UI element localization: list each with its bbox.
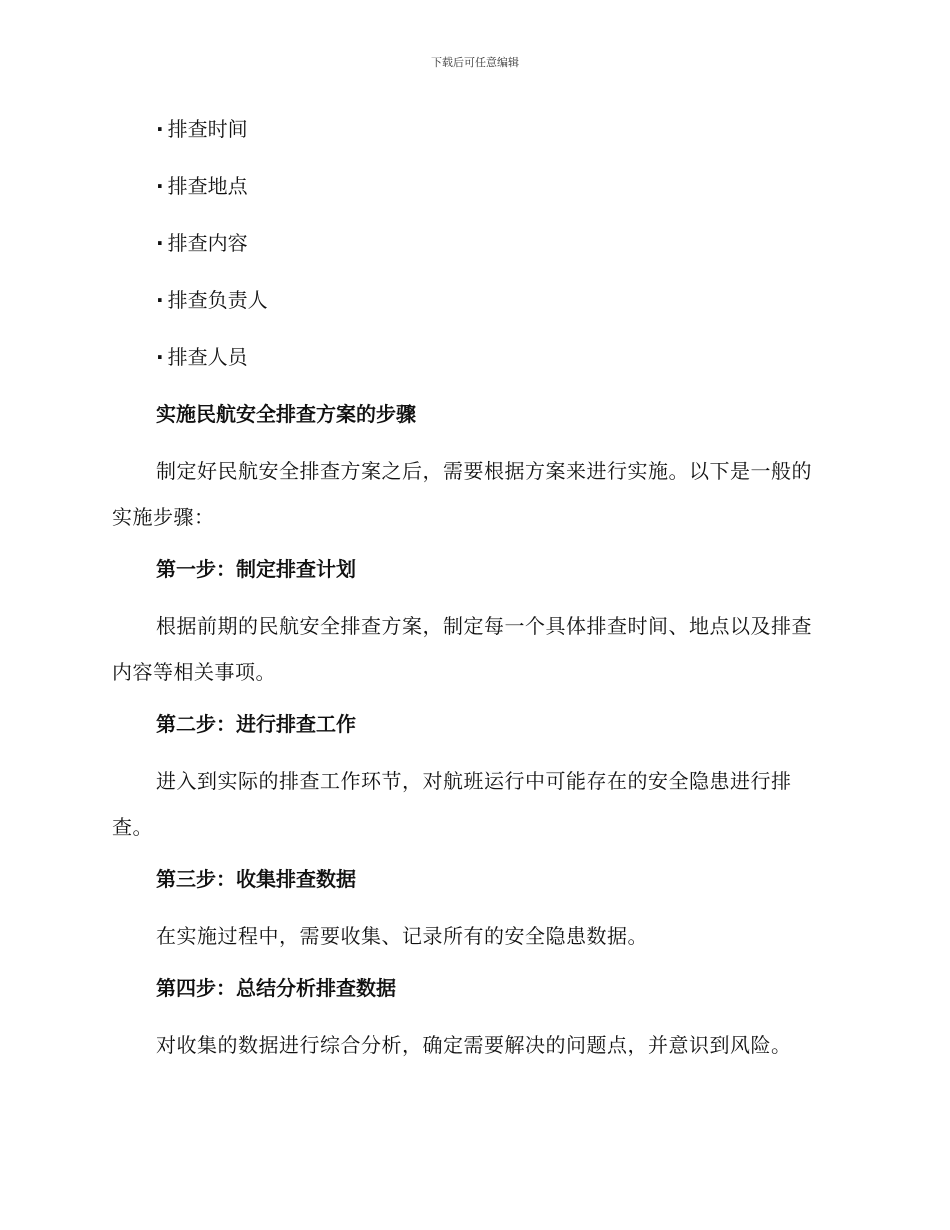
list-item [112,226,830,260]
list-item [112,169,830,203]
list-item [112,283,830,317]
step-heading-3: 第三步：收集排查数据 [156,867,356,891]
bullet-marker: · [156,345,164,369]
bullet-marker: · [156,288,164,312]
list-item-text: 排查时间 [167,117,248,141]
list-item [112,340,830,374]
section-intro-paragraph: 制定好民航安全排查方案之后，需要根据方案来进行实施。以下是一般的实施步骤： [112,459,812,529]
document-body [112,112,830,1080]
step-body-2: 进入到实际的排查工作环节，对航班运行中可能存在的安全隐患进行排查。 [112,769,792,839]
list-item-text: 排查内容 [167,231,248,255]
section-heading: 实施民航安全排查方案的步骤 [156,402,416,426]
list-item-text: 排查人员 [167,345,248,369]
step-body-1: 根据前期的民航安全排查方案，制定每一个具体排查时间、地点以及排查内容等相关事项。 [112,614,812,684]
step-body-3: 在实施过程中，需要收集、记录所有的安全隐患数据。 [156,924,648,948]
step-heading-1: 第一步：制定排查计划 [156,557,356,581]
bullet-marker: · [156,117,164,141]
bullet-marker: · [156,231,164,255]
bullet-marker: · [156,174,164,198]
header-note: 下载后可任意编辑 [431,56,519,69]
step-heading-2: 第二步：进行排查工作 [156,712,356,736]
step-heading-4: 第四步：总结分析排查数据 [156,976,396,1000]
list-item [112,112,830,146]
list-item-text: 排查负责人 [167,288,268,312]
step-body-4: 对收集的数据进行综合分析，确定需要解决的问题点，并意识到风险。 [156,1033,792,1057]
list-item-text: 排查地点 [167,174,248,198]
